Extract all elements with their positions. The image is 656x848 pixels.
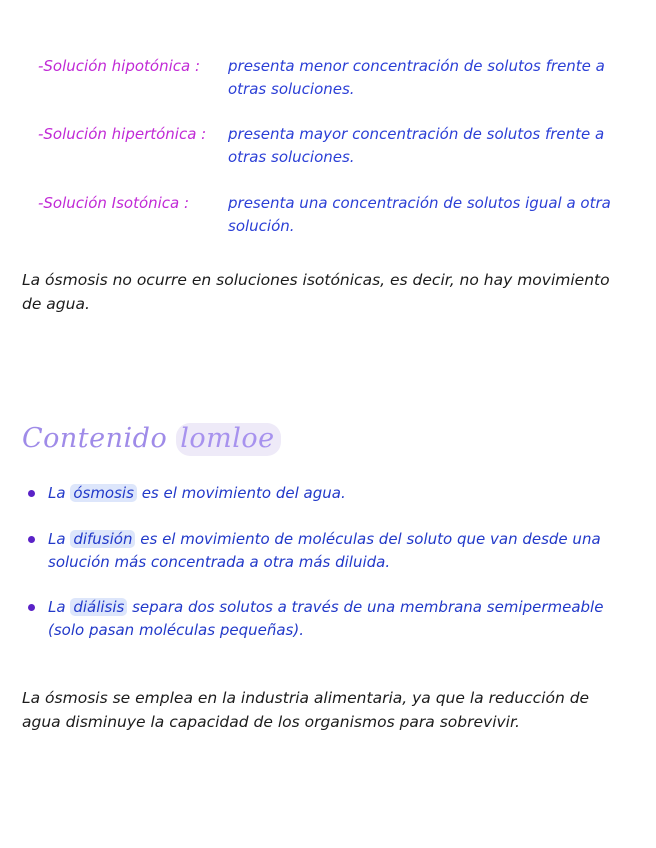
definition-hypotonic — [38, 55, 628, 101]
concept-list — [28, 482, 628, 642]
definition-description: presenta mayor concentración de solutos frente a otras soluciones. — [228, 125, 605, 166]
bullet-text-post: es el movimiento del agua. — [136, 484, 346, 502]
bullet-text-pre: La — [48, 598, 71, 616]
bullet-text-pre: La — [48, 530, 71, 548]
list-item-diffusion — [28, 528, 628, 574]
definition-isotonic — [38, 192, 628, 238]
keyword-highlight: diálisis — [70, 598, 127, 616]
bullet-text-post: es el movimiento de moléculas del soluto que van desde una solución más concentrada a otra más diluida. — [48, 530, 601, 571]
bullet-dot-icon — [28, 536, 35, 543]
osmosis-industry-paragraph: La ósmosis se emplea en la industria alimentaria, ya que la reducción de agua disminuye la capacidad de los organismos para sobrevivir. — [22, 689, 590, 731]
section-title — [22, 423, 281, 454]
bullet-dot-icon — [28, 490, 35, 497]
definition-description: presenta menor concentración de solutos frente a otras soluciones. — [228, 57, 605, 98]
definition-term: -Solución hipertónica : — [38, 125, 207, 143]
bullet-text-post: separa dos solutos a través de una membrana semipermeable (solo pasan moléculas pequeñas). — [48, 598, 604, 639]
list-item-osmosis — [28, 482, 628, 505]
list-item-dialysis — [28, 596, 628, 642]
bullet-dot-icon — [28, 604, 35, 611]
bullet-text-pre: La — [48, 484, 71, 502]
section-title-start: Contenido — [22, 423, 177, 454]
keyword-highlight: ósmosis — [70, 484, 137, 502]
definition-term: -Solución hipotónica : — [38, 57, 201, 75]
definition-hypertonic — [38, 123, 628, 169]
definition-description: presenta una concentración de solutos igual a otra solución. — [228, 194, 611, 235]
keyword-highlight: difusión — [70, 530, 135, 548]
section-title-highlight: lomloe — [176, 423, 280, 456]
osmosis-isotonic-paragraph: La ósmosis no ocurre en soluciones isotónicas, es decir, no hay movimiento de agua. — [22, 271, 610, 313]
definition-term: -Solución Isotónica : — [38, 194, 190, 212]
